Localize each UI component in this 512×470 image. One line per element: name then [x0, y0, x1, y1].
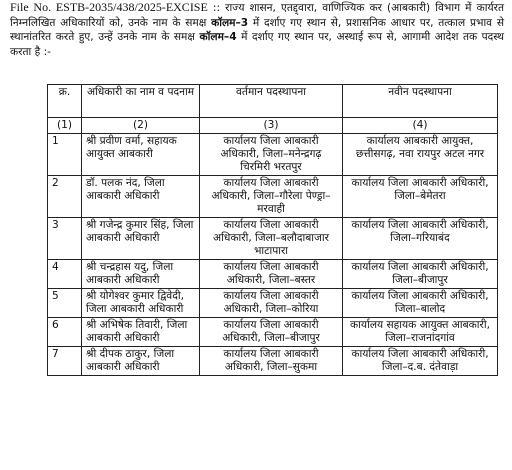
column-number: (1) — [48, 118, 82, 134]
order-intro-paragraph — [10, 0, 504, 59]
column-number: (4) — [343, 118, 498, 134]
serial-cell: 2 — [48, 176, 82, 218]
new-posting-cell: कार्यालय सहायक आयुक्त आबकारी, जिला–राजनांदगांव — [343, 318, 498, 347]
officer-name-cell: श्री प्रवीण वर्मा, सहायक आयुक्त आबकारी — [82, 134, 200, 176]
officer-name-cell: श्री गजेन्द्र कुमार सिंह, जिला आबकारी अधिकारी — [82, 218, 200, 260]
table-row — [48, 289, 498, 318]
column-3-keyword: कॉलम–3 — [211, 16, 249, 29]
current-posting-cell: कार्यालय जिला आबकारी अधिकारी, जिला–गौरेला पेण्ड्रा–मरवाही — [200, 176, 343, 218]
table-row — [48, 318, 498, 347]
table-row — [48, 134, 498, 176]
officer-name-cell: श्री दीपक ठाकुर, जिला आबकारी अधिकारी — [82, 347, 200, 376]
serial-cell: 3 — [48, 218, 82, 260]
new-posting-cell: कार्यालय जिला आबकारी अधिकारी, जिला–गरियाबंद — [343, 218, 498, 260]
column-4-keyword: कॉलम–4 — [199, 31, 237, 44]
file-number: File No. ESTB-2035/438/2025-EXCISE — [10, 0, 208, 14]
serial-cell: 5 — [48, 289, 82, 318]
column-number-row — [48, 118, 498, 134]
header-new-posting: नवीन पदस्थापना — [343, 85, 498, 118]
intro-text-c: में दर्शाए गए स्थान पर, अस्थाई रूप से, आगामी आदेश तक पदस्थ करता है :- — [10, 31, 504, 58]
officer-name-cell: श्री योगेश्वर कुमार द्विवेदी, जिला आबकारी अधिकारी — [82, 289, 200, 318]
serial-cell: 1 — [48, 134, 82, 176]
table-row — [48, 347, 498, 376]
header-serial: क्र. — [48, 85, 82, 118]
current-posting-cell: कार्यालय जिला आबकारी अधिकारी, जिला–बीजापुर — [200, 318, 343, 347]
serial-cell: 4 — [48, 260, 82, 289]
current-posting-cell: कार्यालय जिला आबकारी अधिकारी, जिला–मनेन्द्रगढ़ चिरमिरी भरतपुर — [200, 134, 343, 176]
serial-cell: 6 — [48, 318, 82, 347]
column-number: (2) — [82, 118, 200, 134]
officer-name-cell: डॉ. पलक नंद, जिला आबकारी अधिकारी — [82, 176, 200, 218]
current-posting-cell: कार्यालय जिला आबकारी अधिकारी, जिला–बस्तर — [200, 260, 343, 289]
table-row — [48, 260, 498, 289]
header-officer-name: अधिकारी का नाम व पदनाम — [82, 85, 200, 118]
table-row — [48, 218, 498, 260]
new-posting-cell: कार्यालय जिला आबकारी अधिकारी, जिला–बेमेतरा — [343, 176, 498, 218]
new-posting-cell: कार्यालय जिला आबकारी अधिकारी, जिला–द.ब. दंतेवाड़ा — [343, 347, 498, 376]
new-posting-cell: कार्यालय जिला आबकारी अधिकारी, जिला–बीजापुर — [343, 260, 498, 289]
officer-name-cell: श्री अभिषेक तिवारी, जिला आबकारी अधिकारी — [82, 318, 200, 347]
transfer-table — [47, 84, 498, 376]
current-posting-cell: कार्यालय जिला आबकारी अधिकारी, जिला–बलौदाबाजार भाटापारा — [200, 218, 343, 260]
new-posting-cell: कार्यालय आबकारी आयुक्त, छत्तीसगढ़, नवा रायपुर अटल नगर — [343, 134, 498, 176]
header-current-posting: वर्तमान पदस्थापना — [200, 85, 343, 118]
new-posting-cell: कार्यालय जिला आबकारी अधिकारी, जिला–बालोद — [343, 289, 498, 318]
officer-name-cell: श्री चन्द्रहास यदु, जिला आबकारी अधिकारी — [82, 260, 200, 289]
column-number: (3) — [200, 118, 343, 134]
table-header-row — [48, 85, 498, 118]
table-row — [48, 176, 498, 218]
current-posting-cell: कार्यालय जिला आबकारी अधिकारी, जिला–सुकमा — [200, 347, 343, 376]
serial-cell: 7 — [48, 347, 82, 376]
current-posting-cell: कार्यालय जिला आबकारी अधिकारी, जिला–कोरिया — [200, 289, 343, 318]
intro-text-b: में दर्शाए गए स्थान से, प्रशासनिक आधार पर, तत्काल प्रभाव से स्थानांतरित करते हुए, उन्हें उनके नाम के समक्ष — [10, 16, 504, 44]
intro-text-a: :: राज्य शासन, एतद्द्वारा, वाणिज्यिक कर (आबकारी) विभाग में कार्यरत निम्नलिखित अधिकारियों को, उनके नाम के समक्ष — [10, 2, 504, 29]
